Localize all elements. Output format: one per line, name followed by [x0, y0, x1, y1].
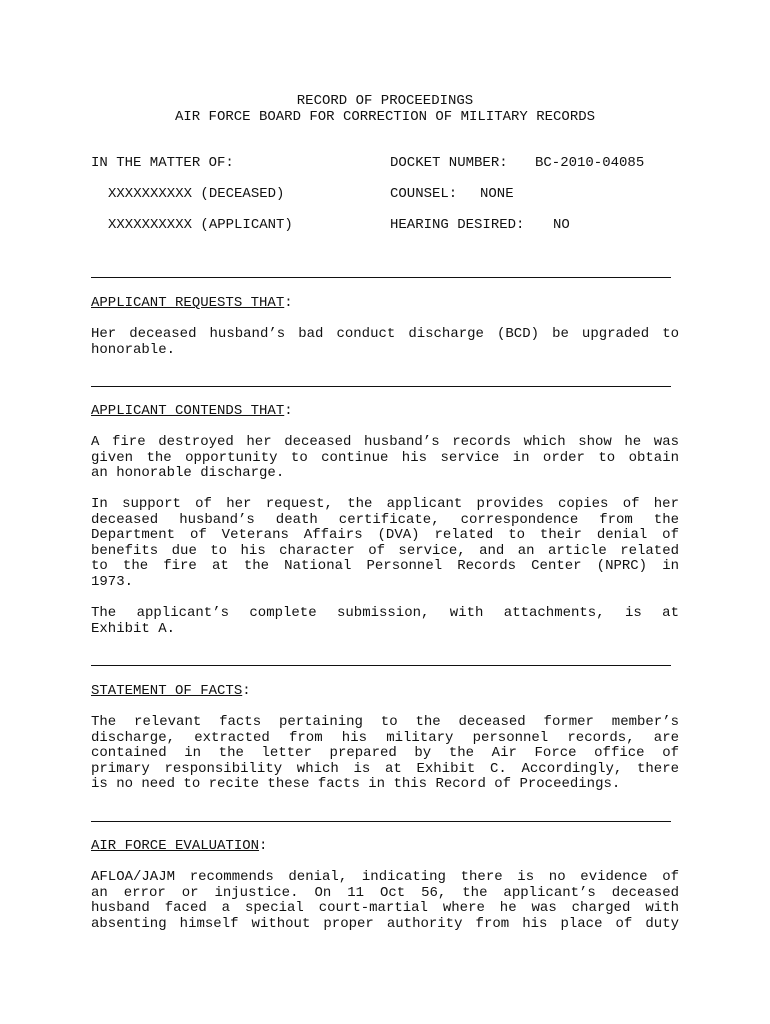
evaluation-paragraph: [91, 870, 679, 932]
board-name: AIR FORCE BOARD FOR CORRECTION OF MILITARY RECORDS: [174, 109, 596, 125]
heading-colon: :: [284, 295, 293, 311]
paragraph-line: benefits due to his character of service, and an article related: [91, 542, 679, 559]
section-heading-requests: [91, 296, 293, 312]
paragraph-line: given the opportunity to continue his service in order to obtain: [91, 449, 679, 466]
hearing-desired-value: NO: [553, 217, 570, 233]
section-divider: [91, 665, 671, 666]
paragraph-line: Department of Veterans Affairs (DVA) related to their denial of: [91, 527, 679, 543]
section-heading-facts: [91, 684, 251, 700]
paragraph-line: an error or injustice. On 11 Oct 56, the applicant’s deceased: [91, 884, 679, 901]
paragraph-line: to the fire at the National Personnel Records Center (NPRC) in: [91, 558, 679, 574]
docket-number-label: DOCKET NUMBER:: [390, 155, 508, 171]
deceased-name: XXXXXXXXXX (DECEASED): [108, 186, 285, 202]
section-heading-contends: [91, 404, 293, 420]
paragraph-line: honorable.: [91, 341, 176, 358]
counsel-label: COUNSEL:: [390, 186, 458, 202]
paragraph-line: deceased husband’s death certificate, correspondence from the: [91, 511, 679, 528]
counsel-value: NONE: [480, 186, 514, 202]
heading-colon: :: [284, 403, 293, 419]
paragraph-line: an honorable discharge.: [91, 465, 285, 481]
paragraph-line: The applicant’s complete submission, with attachments, is at: [91, 605, 679, 621]
paragraph-line: husband faced a special court-martial where he was charged with: [91, 900, 679, 916]
paragraph-line: discharge, extracted from his military personnel records, are: [91, 729, 679, 746]
heading-text: APPLICANT CONTENDS THAT: [91, 403, 285, 419]
hearing-desired-label: HEARING DESIRED:: [390, 217, 525, 233]
paragraph-line: primary responsibility which is at Exhibit C. Accordingly, there: [91, 760, 679, 777]
section-divider: [91, 277, 671, 278]
docket-number-value: BC-2010-04085: [535, 155, 645, 171]
heading-colon: :: [259, 838, 268, 854]
paragraph-line: Her deceased husband’s bad conduct discharge (BCD) be upgraded to: [91, 326, 679, 342]
section-divider: [91, 821, 671, 822]
paragraph-line: The relevant facts pertaining to the deceased former member’s: [91, 714, 679, 730]
contends-paragraph-3: [91, 606, 679, 637]
facts-paragraph: [91, 715, 679, 793]
paragraph-line: absenting himself without proper authority from his place of duty: [91, 915, 679, 932]
paragraph-line: A fire destroyed her deceased husband’s records which show he was: [91, 434, 679, 450]
paragraph-line: Exhibit A.: [91, 620, 176, 637]
heading-colon: :: [242, 683, 251, 699]
heading-text: STATEMENT OF FACTS: [91, 683, 243, 699]
paragraph-line: 1973.: [91, 573, 134, 590]
document-title: RECORD OF PROCEEDINGS: [296, 93, 474, 109]
paragraph-line: AFLOA/JAJM recommends denial, indicating there is no evidence of: [91, 869, 679, 885]
contends-paragraph-1: [91, 435, 679, 482]
paragraph-line: is no need to recite these facts in this Record of Proceedings.: [91, 776, 621, 792]
requests-paragraph: [91, 327, 679, 358]
section-divider: [91, 386, 671, 387]
applicant-name: XXXXXXXXXX (APPLICANT): [108, 217, 293, 233]
section-heading-evaluation: [91, 839, 267, 855]
contends-paragraph-2: [91, 497, 679, 590]
heading-text: APPLICANT REQUESTS THAT: [91, 295, 285, 311]
heading-text: AIR FORCE EVALUATION: [91, 838, 260, 854]
paragraph-line: In support of her request, the applicant provides copies of her: [91, 496, 679, 512]
paragraph-line: contained in the letter prepared by the Air Force office of: [91, 745, 679, 761]
in-the-matter-label: IN THE MATTER OF:: [91, 155, 234, 171]
